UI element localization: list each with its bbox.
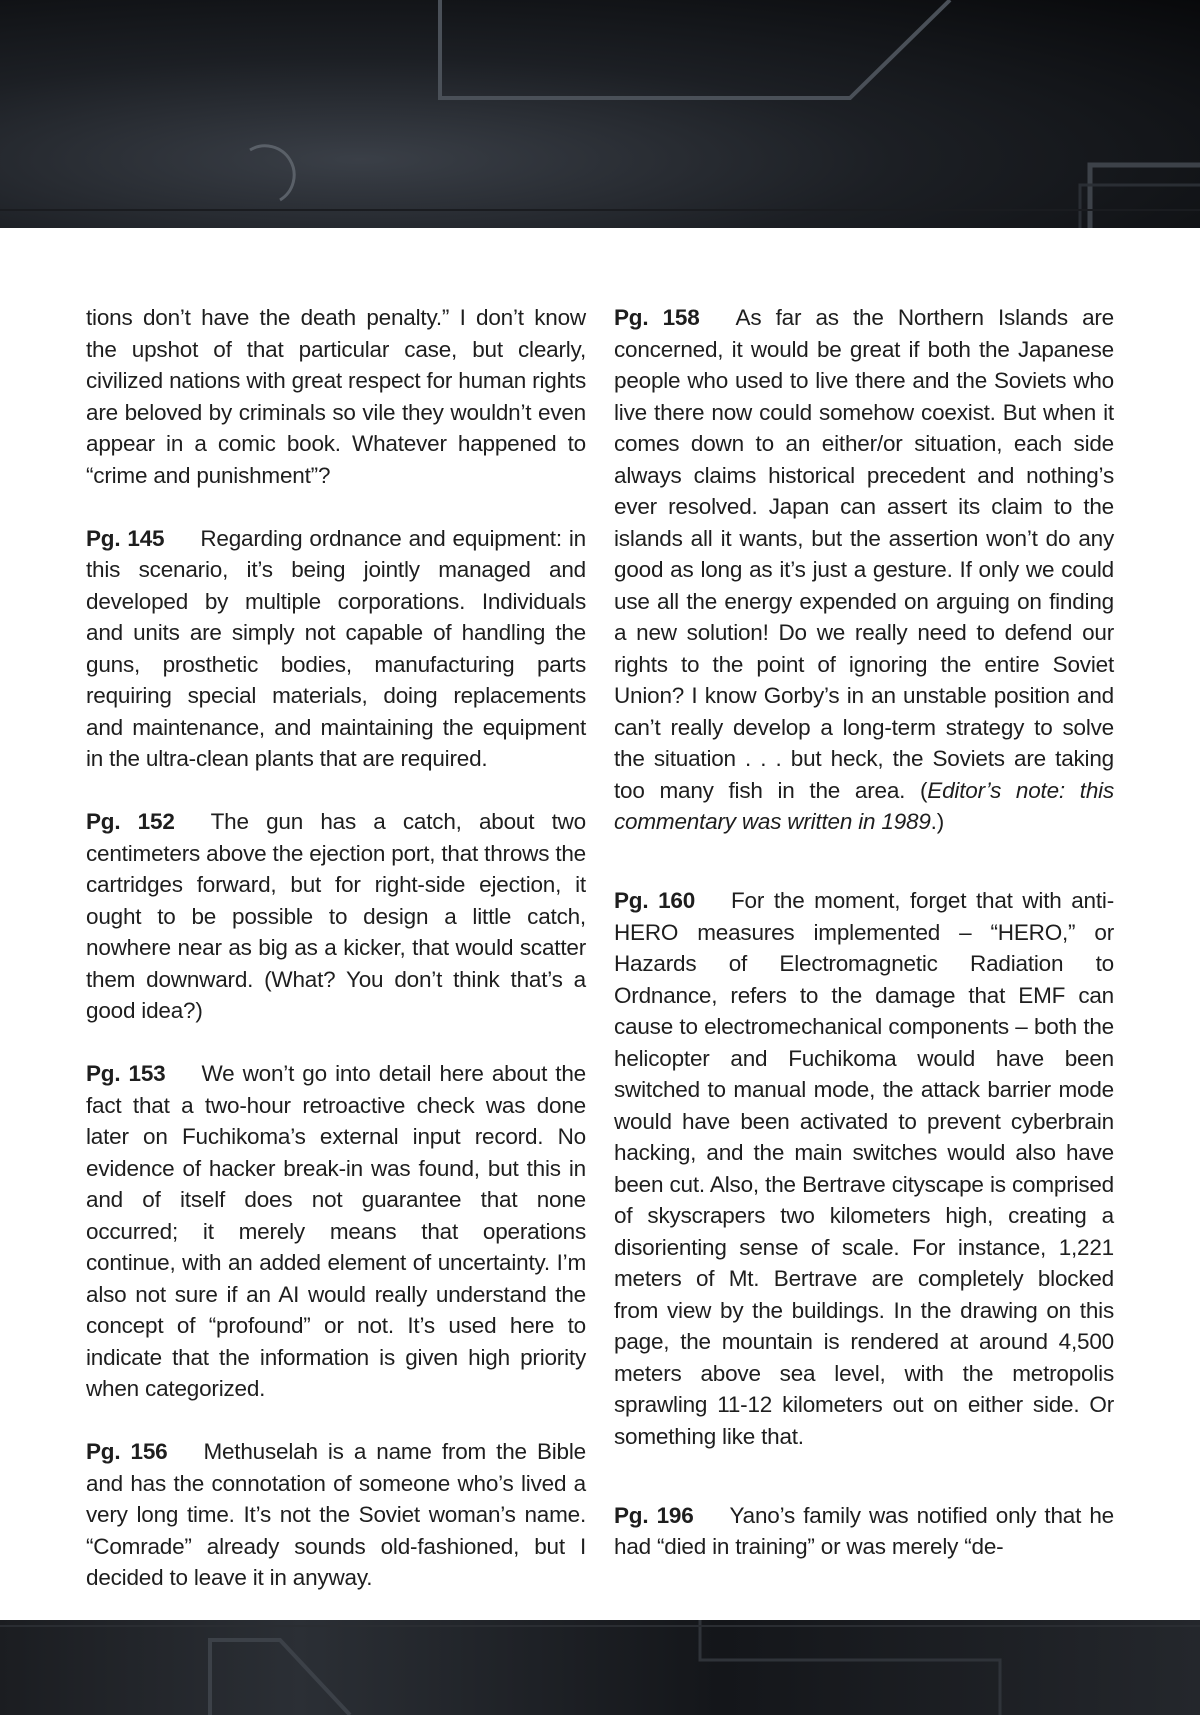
paragraph-text: We won’t go into detail here about the fact that a two-hour retroactive check was done later on Fuchikoma’s external input record. No evidence of hacker break-in was found, but this in and of itself does not guarantee that none occurred; it merely means that operations continue, with an added element of uncertainty. I’m also not sure if an AI would really understand the concept of “profound” or not. It’s used here to indicate that the information is given high priority when categorized. [86, 1061, 586, 1401]
top-decorative-band [0, 0, 1200, 228]
page-reference: Pg. 196 [614, 1502, 694, 1528]
page-reference: Pg. 160 [614, 888, 696, 913]
paragraph-text: Regarding ordnance and equipment: in this scenario, it’s being jointly managed and developed by multiple corporations. Individuals and units are simply not capable of handling the guns, prosthetic bodies, manufacturing parts requiring special materials, doing replacements and maintenance, and maintaining the equipment in the ultra-clean plants that are required. [86, 525, 586, 771]
commentary-pg-160 [614, 885, 1114, 1452]
page-reference: Pg. 156 [86, 1439, 168, 1464]
commentary-pg-196 [614, 1500, 1114, 1563]
commentary-pg-153 [86, 1058, 586, 1405]
page-reference: Pg. 153 [86, 1061, 166, 1086]
paragraph-text: For the moment, forget that with anti-HERO measures implemented – “HERO,” or Hazards of Electromagnetic Radiation to Ordnance, refers to the damage that EMF can cause to electromechanical components – both the helicopter and Fuchikoma would have been switched to manual mode, the attack barrier mode would have been activated to prevent cyberbrain hacking, and the main switches would also have been cut. Also, the Bertrave cityscape is comprised of skyscrapers two kilometers high, creating a disorienting sense of scale. For instance, 1,221 meters of Mt. Bertrave are completely blocked from view by the buildings. In the drawing on this page, the mountain is rendered at around 4,500 meters above sea level, with the metropolis sprawling 11-12 kilometers out on either side. Or something like that. [614, 888, 1114, 1449]
paragraph-text: The gun has a catch, about two centimeters above the ejection port, that throws the cartridges forward, but for right-side ejection, it ought to be possible to design a little catch, nowhere near as big as a kicker, that would scatter them downward. (What? You don’t think that’s a good idea?) [86, 809, 586, 1023]
page-reference: Pg. 152 [86, 809, 175, 834]
commentary-pg-156 [86, 1436, 586, 1594]
paragraph-text: Methuselah is a name from the Bible and has the connotation of someone who’s lived a very long time. It’s not the Soviet woman’s name. “Comrade” already sounds old-fashioned, but I decided to leave it in anyway. [86, 1439, 586, 1590]
right-column [614, 302, 1114, 1594]
bottom-decorative-band [0, 1620, 1200, 1715]
circuit-decoration-bottom [0, 1620, 1200, 1715]
page-reference: Pg. 158 [614, 305, 700, 330]
commentary-pg-152 [86, 806, 586, 1027]
commentary-pg-145 [86, 523, 586, 775]
paragraph-text: As far as the Northern Islands are concerned, it would be great if both the Japanese people who used to live there and the Soviets who live there now could somehow coexist. But when it comes down to an either/or situation, each side always claims historical precedent and nothing’s ever resolved. Japan can assert its claim to the islands all it wants, but the assertion won’t do any good as long as it’s just a gesture. If only we could use all the energy expended on arguing on finding a new solution! Do we really need to defend our rights to the point of ignoring the entire Soviet Union? I know Gorby’s in an unstable position and can’t really develop a long-term strategy to solve the situation . . . but heck, the Soviets are taking too many fish in the area. ( [614, 305, 1114, 803]
editor-note: Editor’s note: this commentary was written in 1989 [614, 777, 1114, 834]
commentary-pg-158 [614, 302, 1114, 838]
left-column [86, 302, 586, 1625]
paragraph-text: Yano’s family was notified only that he had “died in training” or was merely “de- [614, 1502, 1114, 1559]
circuit-decoration-top [0, 0, 1200, 228]
commentary-continued [86, 302, 586, 491]
paragraph-close: .) [930, 809, 944, 834]
paragraph-text: tions don’t have the death penalty.” I don’t know the upshot of that particular case, but clearly, civilized nations with great respect for human rights are beloved by criminals so vile they wouldn’t even appear in a comic book. Whatever happened to “crime and punishment”? [86, 305, 586, 488]
page-reference: Pg. 145 [86, 525, 165, 551]
